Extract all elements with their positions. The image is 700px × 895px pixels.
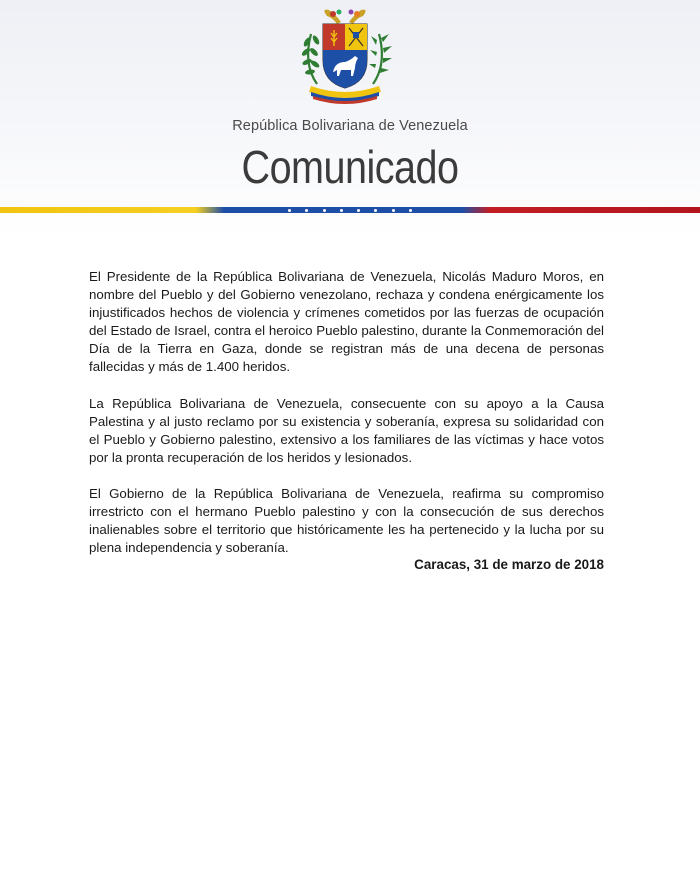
star-icon: [392, 209, 395, 212]
star-icon: [323, 209, 326, 212]
star-icon: [340, 209, 343, 212]
letterhead: [0, 0, 700, 238]
statement-body: [89, 268, 604, 575]
star-icon: [357, 209, 360, 212]
country-name: República Bolivariana de Venezuela: [232, 118, 468, 134]
venezuela-coat-of-arms-icon: [297, 6, 393, 104]
star-icon: [374, 209, 377, 212]
star-icon: [409, 209, 412, 212]
place-and-date: Caracas, 31 de marzo de 2018: [414, 557, 604, 572]
paragraph: La República Bolivariana de Venezuela, consecuente con su apoyo a la Causa Palestina y al justo reclamo por su existencia y soberanía, expresa su solidaridad con el Pueblo y Gobierno palestino, extensivo a los familiares de las víctimas y hace votos por la pronta recuperación de los heridos y lesionados.: [89, 395, 604, 465]
page-title: Comunicado: [241, 141, 459, 193]
paragraph: El Gobierno de la República Bolivariana de Venezuela, reafirma su compromiso irrestricto con el hermano Pueblo palestino y con la consecución de sus derechos inalienables sobre el territorio que históricamente les ha pertenecido y la lucha por su plena independencia y soberanía.: [89, 485, 604, 556]
stars-row: [288, 209, 412, 212]
paragraph: El Presidente de la República Bolivariana de Venezuela, Nicolás Maduro Moros, en nombre del Pueblo y del Gobierno venezolano, rechaza y condena enérgicamente los injustificados hechos de violencia y crímenes cometidos por las fuerzas de ocupación del Estado de Israel, contra el heroico Pueblo palestino, durante la Conmemoración del Día de la Tierra en Gaza, donde se registran más de una decena de personas fallecidas y más de 1.400 heridos.: [89, 269, 604, 375]
star-icon: [305, 209, 308, 212]
star-icon: [288, 209, 291, 212]
